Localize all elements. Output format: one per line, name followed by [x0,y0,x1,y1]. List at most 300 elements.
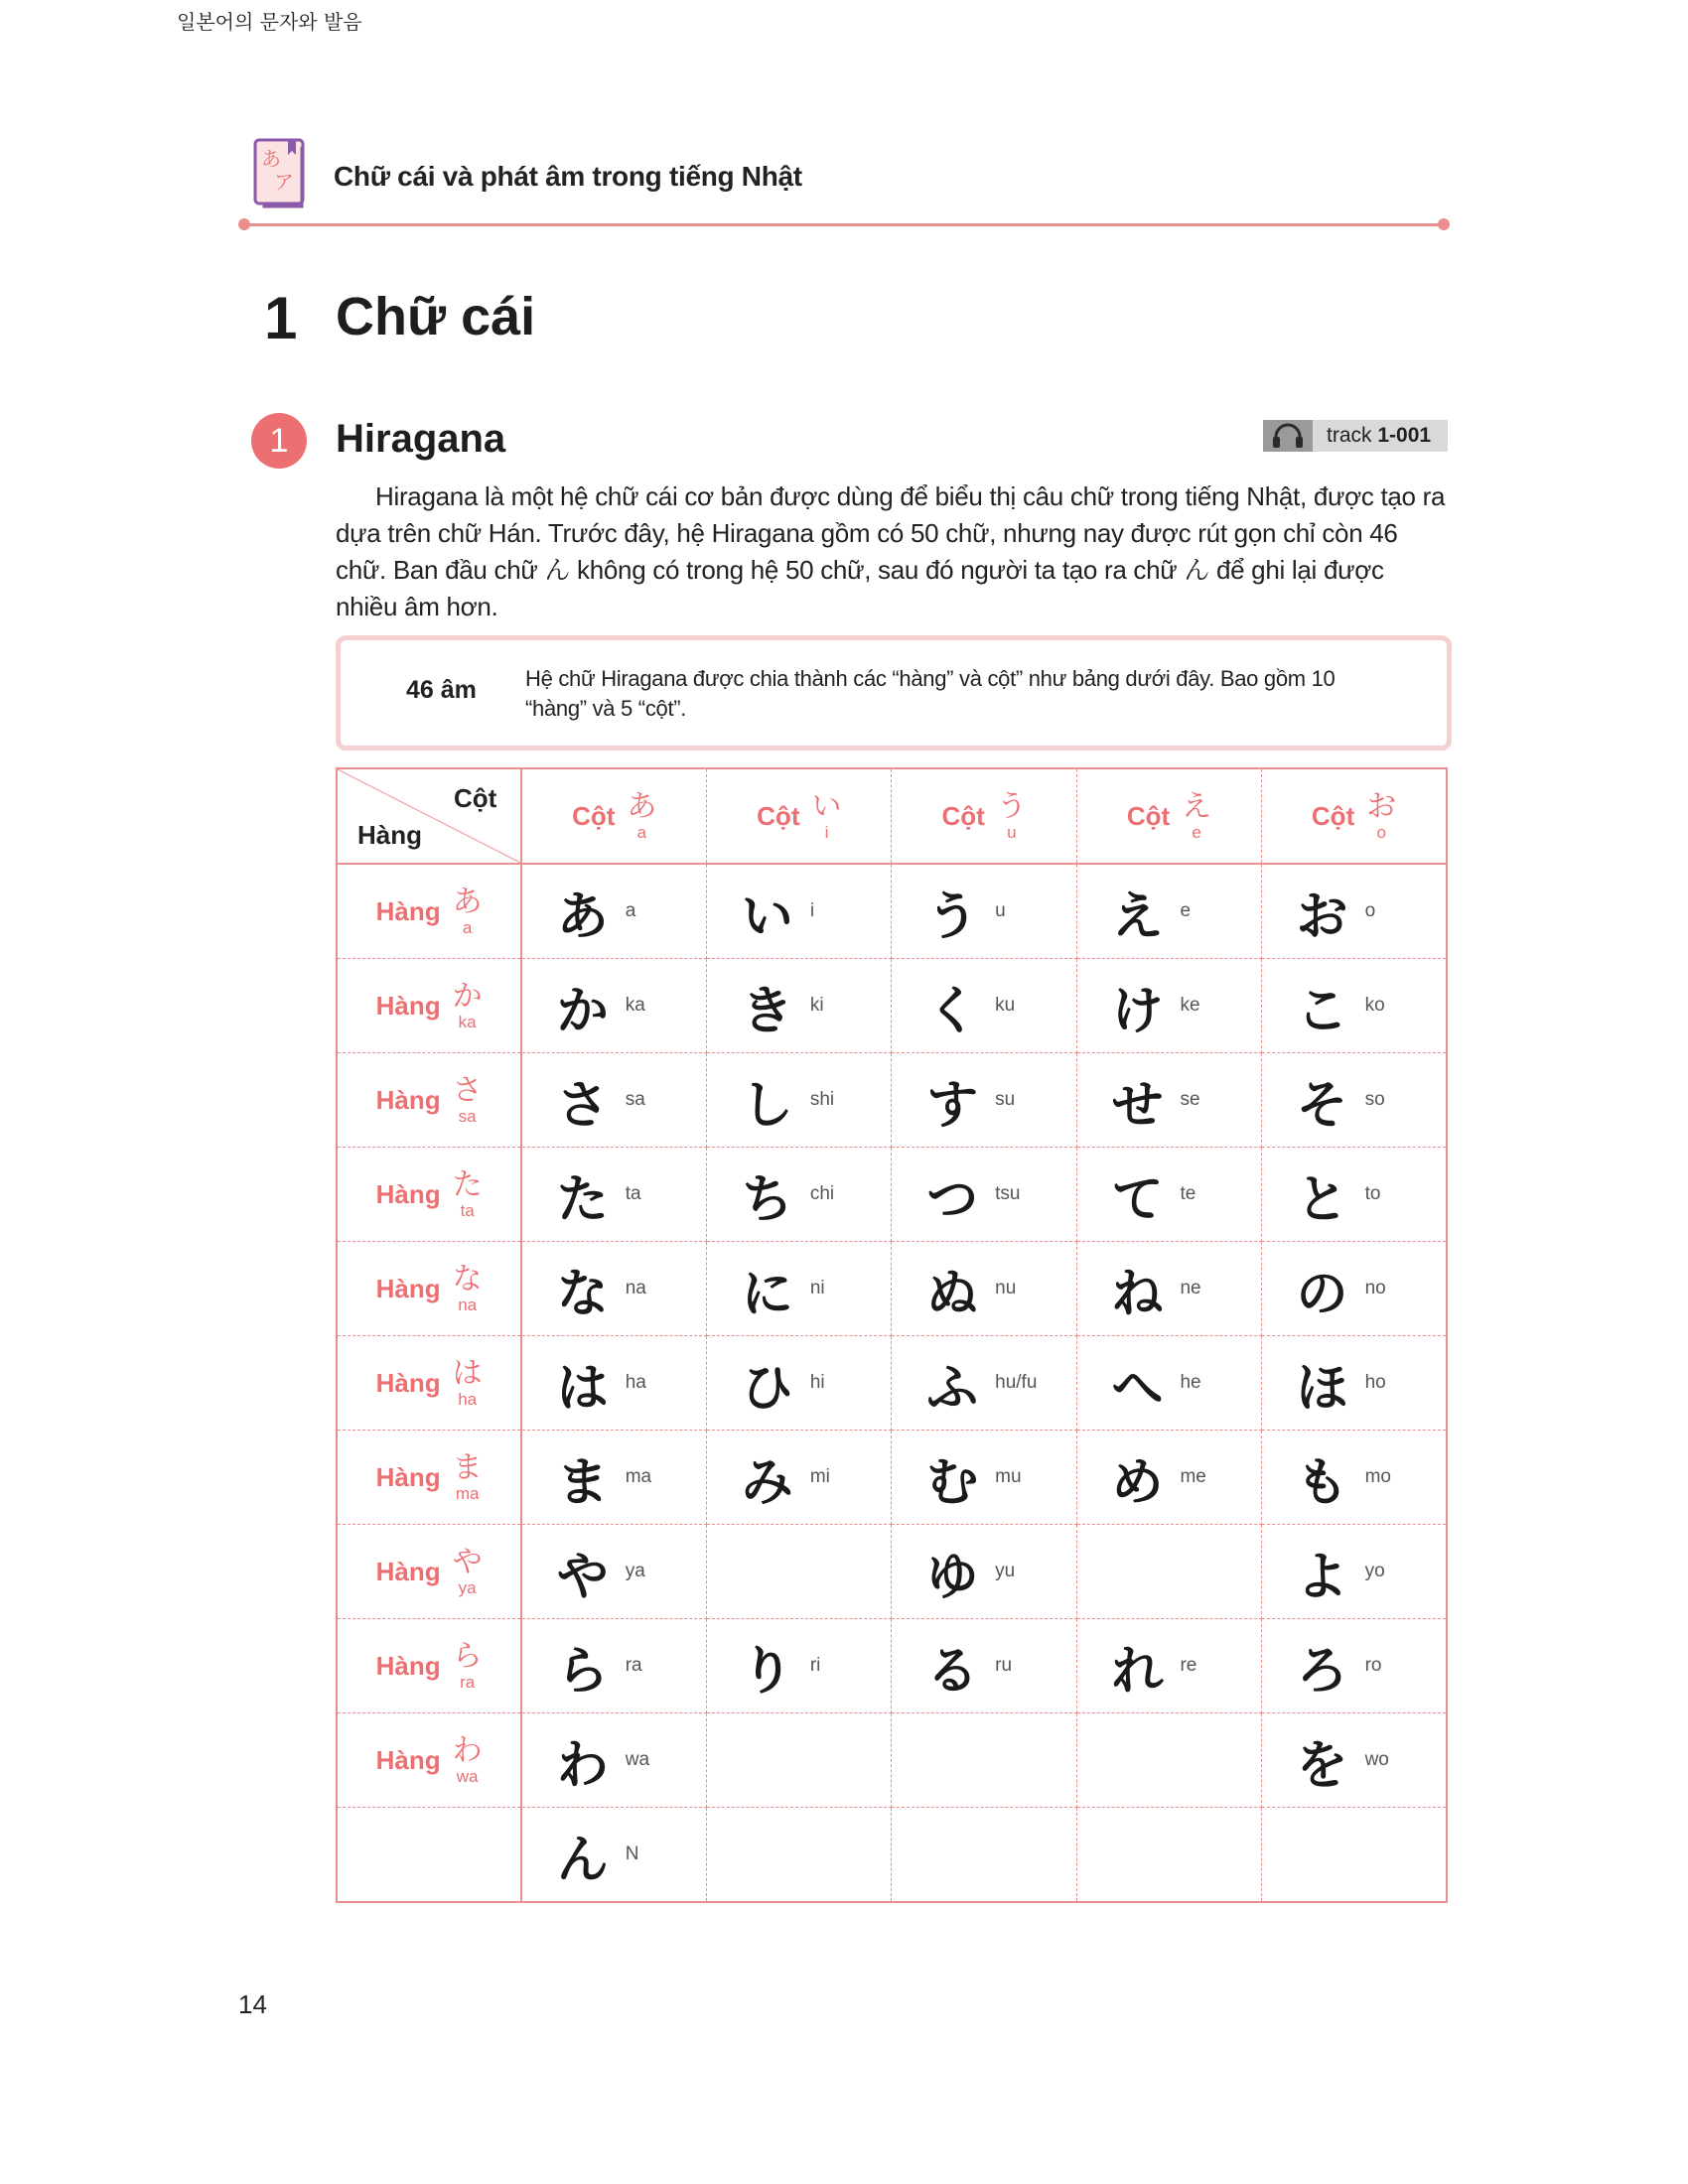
kana-glyph: う [926,887,979,947]
kana-romaji: ro [1364,1655,1382,1676]
table-row [337,1808,1447,1903]
kana-glyph: ゆ [926,1547,979,1607]
kana-glyph: こ [1296,981,1348,1041]
kana-cell-no [1262,1242,1447,1336]
kana-cell-ku [892,959,1076,1053]
page-number: 14 [238,1989,267,2019]
kana-romaji: ru [995,1655,1013,1676]
kana-pair [707,865,891,958]
kana-romaji: wo [1364,1749,1389,1770]
running-head: 일본어의 문자와 발음 [177,10,362,34]
kana-cell-ki [707,959,892,1053]
column-kana-stack [1182,788,1212,842]
row-kana-stack [452,1166,483,1220]
kana-pair [522,1336,706,1430]
kana-romaji: tsu [995,1183,1021,1204]
row-header-ta [337,1148,521,1242]
table-row [337,1619,1447,1713]
kana-glyph: つ [926,1169,979,1230]
table-row [337,1431,1447,1525]
kana-cell-empty [1076,1525,1261,1619]
row-romaji: wa [456,1766,479,1786]
kana-cell-hu-fu [892,1336,1076,1431]
kana-pair [892,1242,1075,1335]
kana-glyph: め [1111,1452,1164,1513]
row-kana-stack [452,1261,483,1314]
row-kana: ま [452,1449,483,1485]
kana-glyph: ひ [741,1358,793,1419]
kana-cell-ta [521,1148,706,1242]
kana-glyph: ろ [1296,1641,1348,1702]
row-kana: か [452,978,483,1014]
kana-pair [892,865,1075,958]
kana-cell-he [1076,1336,1261,1431]
track-label [1327,424,1431,448]
kana-pair [522,1431,706,1524]
kana-romaji: ta [625,1183,641,1204]
kana-cell-i [707,864,892,959]
kana-pair [522,1619,706,1712]
row-kana-stack [452,1544,483,1597]
kana-pair [1262,959,1446,1052]
row-kana-stack [452,884,483,937]
track-prefix: track [1327,424,1372,447]
kana-glyph: い [741,887,793,947]
kana-romaji: ki [809,995,824,1016]
kana-cell-ha [521,1336,706,1431]
row-header-empty [337,1808,521,1903]
kana-pair [522,1242,706,1335]
row-word: Hàng [375,1084,441,1115]
row-label [338,865,520,958]
kana-cell-ko [1262,959,1447,1053]
column-kana-stack [1366,788,1397,842]
kana-romaji: ra [625,1655,642,1676]
kana-glyph: さ [556,1075,609,1136]
kana-pair [1077,1053,1261,1147]
row-kana: さ [452,1072,483,1108]
kana-cell-yu [892,1525,1076,1619]
info-box-label: 46 âm [406,676,477,704]
row-header-na [337,1242,521,1336]
kana-pair [1262,1713,1446,1807]
kana-cell-empty [707,1808,892,1903]
table-row [337,1336,1447,1431]
kana-pair [892,1431,1075,1524]
kana-cell-te [1076,1148,1261,1242]
kana-cell-mi [707,1431,892,1525]
column-kana: い [811,788,842,824]
kana-cell-mu [892,1431,1076,1525]
kana-cell-tsu [892,1148,1076,1242]
row-kana: な [452,1261,483,1297]
table-corner-cell [337,768,521,864]
column-word: Cột [1311,800,1355,831]
row-header-a [337,864,521,959]
kana-pair [1077,959,1261,1052]
kana-glyph: お [1296,887,1348,947]
kana-romaji: me [1180,1466,1206,1487]
kana-pair [707,1053,891,1147]
headphones-icon[interactable] [1263,420,1313,452]
row-header-wa [337,1713,521,1808]
kana-pair [522,1808,706,1901]
kana-cell-re [1076,1619,1261,1713]
subsection-badge: 1 [251,413,307,469]
kana-romaji: mi [809,1466,830,1487]
column-kana-stack [811,788,842,842]
kana-glyph: か [556,981,609,1041]
kana-romaji: ri [809,1655,821,1676]
row-kana: や [452,1544,483,1579]
column-kana: お [1366,788,1397,824]
section-number: 1 [264,285,298,351]
kana-romaji: re [1180,1655,1197,1676]
kana-romaji: ma [625,1466,652,1487]
column-romaji: e [1192,822,1201,842]
kana-glyph: ま [556,1452,609,1513]
info-box [336,635,1452,751]
kana-cell-a [521,864,706,959]
kana-pair [707,1148,891,1241]
kana-romaji: ni [809,1278,825,1298]
chapter-header [238,133,1452,232]
kana-pair [522,1053,706,1147]
row-romaji: sa [458,1106,477,1126]
icon-hiragana-glyph: あ [261,147,281,171]
kana-romaji: ho [1364,1372,1386,1393]
kana-cell-empty [707,1525,892,1619]
kana-romaji: ko [1364,995,1385,1016]
kana-romaji: hu/fu [995,1372,1038,1393]
kana-cell-ni [707,1242,892,1336]
kana-glyph: る [926,1641,979,1702]
kana-romaji: no [1364,1278,1386,1298]
row-label [338,1431,520,1524]
kana-cell-ho [1262,1336,1447,1431]
row-word: Hàng [375,990,441,1021]
kana-cell-ke [1076,959,1261,1053]
hiragana-table [336,767,1448,1903]
kana-pair [707,1619,891,1712]
kana-romaji: N [625,1843,639,1864]
column-label [1262,769,1446,863]
kana-glyph: て [1111,1169,1164,1230]
kana-glyph: を [1296,1735,1348,1796]
kana-romaji: ha [625,1372,646,1393]
kana-glyph: り [741,1641,793,1702]
kana-pair [1077,1148,1261,1241]
kana-cell-se [1076,1053,1261,1148]
column-label [522,769,706,863]
kana-glyph: た [556,1169,609,1230]
kana-glyph: は [556,1358,609,1419]
row-label [338,959,520,1052]
row-romaji: ha [458,1389,478,1409]
kana-romaji: e [1180,900,1192,921]
column-word: Cột [941,800,985,831]
row-word: Hàng [375,1367,441,1398]
kana-pair [1262,1053,1446,1147]
kana-romaji: nu [995,1278,1017,1298]
kana-pair [892,959,1075,1052]
kana-cell-wa [521,1713,706,1808]
kana-pair [707,1431,891,1524]
kana-romaji: sa [625,1089,645,1110]
kana-glyph: と [1296,1169,1348,1230]
kana-cell-ru [892,1619,1076,1713]
kana-pair [1262,865,1446,958]
kana-glyph: あ [556,887,609,947]
column-label [707,769,891,863]
row-word: Hàng [375,1556,441,1586]
kana-pair [707,1336,891,1430]
kana-cell-wo [1262,1713,1447,1808]
row-romaji: ya [458,1577,477,1597]
kana-glyph: く [926,981,979,1041]
column-label [1077,769,1261,863]
table-row [337,1713,1447,1808]
kana-cell-ra [521,1619,706,1713]
kana-romaji: to [1364,1183,1381,1204]
kana-romaji: ka [625,995,645,1016]
column-kana: あ [627,788,657,824]
row-romaji: ta [460,1200,475,1220]
rule-dot-right [1438,218,1450,230]
row-label [338,1148,520,1241]
row-word: Hàng [375,895,441,926]
column-romaji: o [1376,822,1386,842]
column-header-e [1076,768,1261,864]
kana-romaji: wa [625,1749,650,1770]
kana-pair [1077,1619,1261,1712]
column-header-o [1262,768,1447,864]
kana-glyph: ね [1111,1264,1164,1324]
row-romaji: na [458,1295,478,1314]
table-row [337,1053,1447,1148]
kana-pair [892,1148,1075,1241]
intro-text: Hiragana là một hệ chữ cái cơ bản được dùng để biểu thị câu chữ trong tiếng Nhật, được tạo ra dựa trên chữ Hán. Trước đây, hệ Hiragana gồm có 50 chữ, nhưng nay được rút gọn chỉ còn 46 chữ. Ban đầu chữ ん không có trong hệ 50 chữ, sau đó người ta tạo ra chữ ん để ghi lại được nhiều âm hơn. [336,481,1446,621]
kana-glyph: む [926,1452,979,1513]
row-romaji: a [462,917,473,937]
kana-romaji: mo [1364,1466,1391,1487]
kana-cell-su [892,1053,1076,1148]
kana-glyph: の [1296,1264,1348,1324]
kana-romaji: se [1180,1089,1200,1110]
kana-pair [1077,1431,1261,1524]
kana-cell-empty [1262,1808,1447,1903]
chapter-title: Chữ cái và phát âm trong tiếng Nhật [334,161,802,192]
column-word: Cột [1126,800,1171,831]
column-word: Cột [757,800,800,831]
kana-glyph: し [741,1075,793,1136]
header-rule [244,223,1444,226]
kana-romaji: a [625,900,636,921]
row-kana: あ [452,884,483,919]
kana-pair [892,1336,1075,1430]
kana-pair [1262,1336,1446,1430]
row-header-ra [337,1619,521,1713]
kana-cell-N [521,1808,706,1903]
row-kana: は [452,1355,483,1391]
column-header-i [707,768,892,864]
row-kana-stack [452,1638,483,1692]
column-kana-stack [627,788,657,842]
kana-glyph: ら [556,1641,609,1702]
row-header-ka [337,959,521,1053]
row-romaji: ka [458,1012,477,1031]
row-word: Hàng [375,1178,441,1209]
kana-cell-ya [521,1525,706,1619]
row-label [338,1336,520,1430]
kana-glyph: き [741,981,793,1041]
kana-glyph: ぬ [926,1264,979,1324]
kana-romaji: u [995,900,1006,921]
kana-cell-empty [892,1713,1076,1808]
kana-cell-o [1262,864,1447,959]
kana-pair [1262,1242,1446,1335]
kana-glyph: そ [1296,1075,1348,1136]
audio-track-badge[interactable] [1263,420,1448,452]
kana-pair [1077,1336,1261,1430]
kana-glyph: け [1111,981,1164,1041]
kana-romaji: ya [625,1561,645,1581]
kana-romaji: shi [809,1089,835,1110]
kana-glyph: せ [1111,1075,1164,1136]
column-romaji: a [636,822,647,842]
kana-glyph: へ [1111,1358,1164,1419]
column-header-a [521,768,706,864]
row-header-ma [337,1431,521,1525]
row-kana-stack [452,1449,483,1503]
kana-cell-empty [1076,1713,1261,1808]
table-row [337,1148,1447,1242]
kana-cell-sa [521,1053,706,1148]
kana-cell-so [1262,1053,1447,1148]
column-romaji: i [824,822,829,842]
row-kana: ら [452,1638,483,1674]
row-label [338,1713,520,1807]
kana-cell-na [521,1242,706,1336]
row-header-ya [337,1525,521,1619]
kana-pair [522,1525,706,1618]
kana-cell-mo [1262,1431,1447,1525]
kana-cell-ka [521,959,706,1053]
row-kana-stack [452,1732,483,1786]
kana-cell-to [1262,1148,1447,1242]
corner-column-label: Cột [454,783,497,813]
kana-cell-empty [892,1808,1076,1903]
kana-romaji: na [625,1278,646,1298]
row-word: Hàng [375,1744,441,1775]
kana-pair [522,865,706,958]
kana-pair [522,959,706,1052]
row-label [338,1053,520,1147]
kana-cell-chi [707,1148,892,1242]
kana-pair [1262,1148,1446,1241]
intro-paragraph [336,478,1452,625]
kana-cell-ri [707,1619,892,1713]
kana-glyph: な [556,1264,609,1324]
column-kana-stack [996,788,1027,842]
kana-pair [892,1525,1075,1618]
kana-cell-empty [707,1713,892,1808]
kana-glyph: す [926,1075,979,1136]
hiragana-katakana-book-icon [252,137,308,208]
kana-romaji: chi [809,1183,835,1204]
kana-romaji: yu [995,1561,1016,1581]
icon-katakana-glyph: ア [274,170,294,194]
row-header-ha [337,1336,521,1431]
kana-cell-ne [1076,1242,1261,1336]
column-label [892,769,1075,863]
row-word: Hàng [375,1650,441,1681]
kana-romaji: su [995,1089,1016,1110]
row-romaji: ma [455,1483,480,1503]
kana-glyph: え [1111,887,1164,947]
row-label [338,1242,520,1335]
kana-glyph: み [741,1452,793,1513]
kana-romaji: hi [809,1372,825,1393]
table-header-row [337,768,1447,864]
kana-pair [1262,1619,1446,1712]
column-word: Cột [572,800,616,831]
row-word: Hàng [375,1461,441,1492]
track-number: 1-001 [1377,424,1432,447]
row-word: Hàng [375,1273,441,1303]
kana-cell-u [892,864,1076,959]
kana-romaji: mu [995,1466,1022,1487]
kana-cell-empty [1076,1808,1261,1903]
kana-cell-shi [707,1053,892,1148]
subsection-title: Hiragana [336,417,506,461]
kana-romaji: he [1180,1372,1201,1393]
kana-pair [892,1619,1075,1712]
row-kana-stack [452,1072,483,1126]
kana-pair [522,1713,706,1807]
kana-pair [1077,865,1261,958]
kana-cell-ma [521,1431,706,1525]
row-kana: わ [452,1732,483,1768]
kana-glyph: わ [556,1735,609,1796]
kana-glyph: ほ [1296,1358,1348,1419]
kana-pair [892,1053,1075,1147]
kana-glyph: も [1296,1452,1348,1513]
column-kana: う [996,788,1027,824]
kana-romaji: so [1364,1089,1385,1110]
table-row [337,864,1447,959]
kana-glyph: れ [1111,1641,1164,1702]
kana-romaji: i [809,900,815,921]
kana-glyph: ふ [926,1358,979,1419]
kana-pair [522,1148,706,1241]
kana-romaji: te [1180,1183,1196,1204]
table-row [337,1525,1447,1619]
row-romaji: ra [460,1672,476,1692]
kana-romaji: ne [1180,1278,1201,1298]
row-kana: た [452,1166,483,1202]
kana-cell-me [1076,1431,1261,1525]
rule-dot-left [238,218,250,230]
row-label [338,1619,520,1712]
section-title: Chữ cái [336,287,536,346]
table-row [337,1242,1447,1336]
row-header-sa [337,1053,521,1148]
kana-cell-e [1076,864,1261,959]
kana-cell-nu [892,1242,1076,1336]
kana-romaji: ke [1180,995,1200,1016]
kana-pair [707,1242,891,1335]
